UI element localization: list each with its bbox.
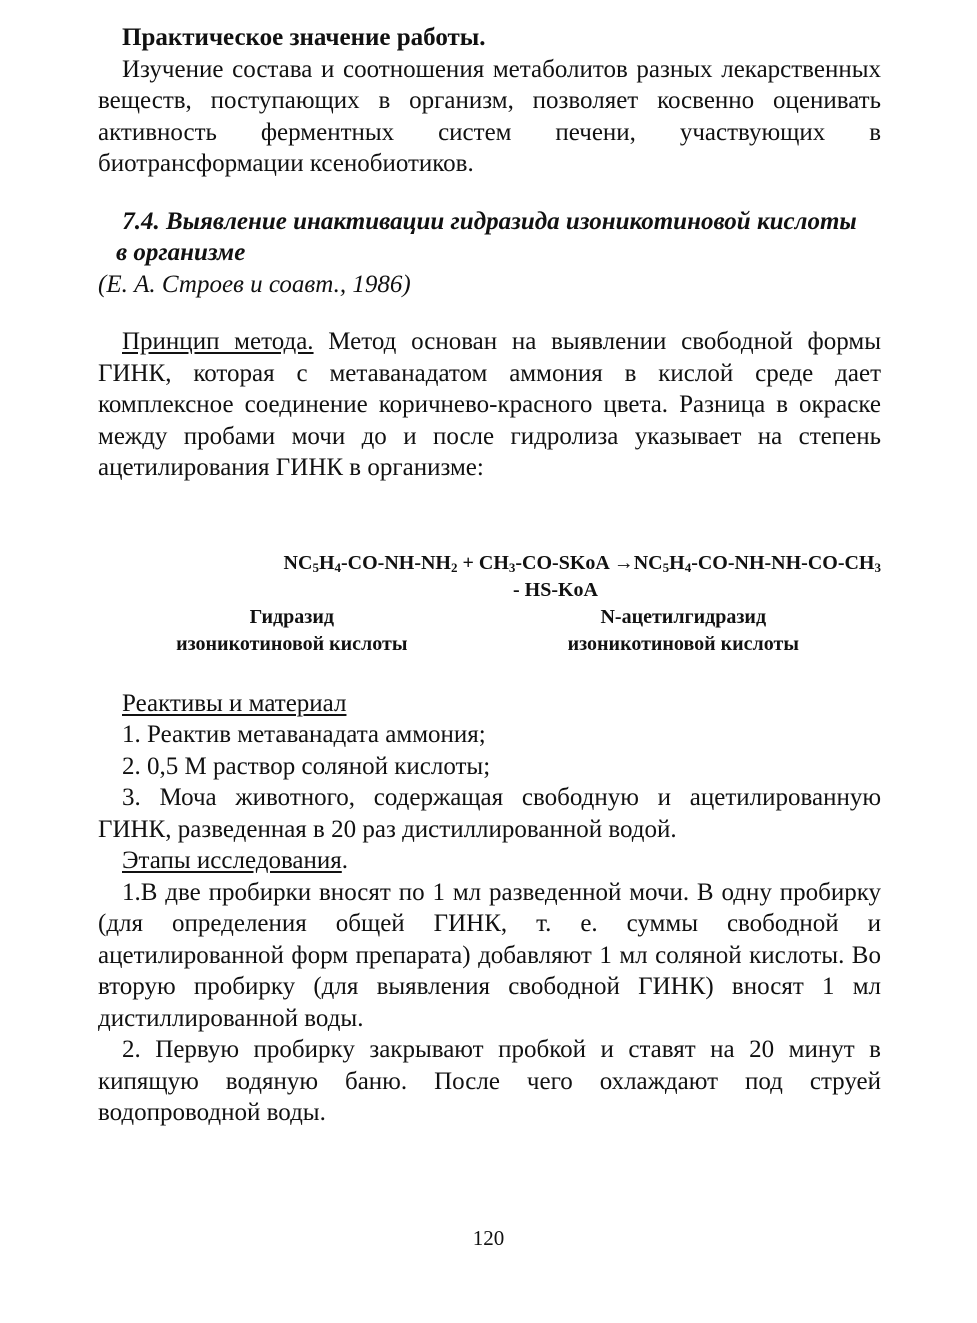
list-item: 1. Реактив метаванадата аммония; xyxy=(122,721,486,748)
stages-heading: Этапы исследования. xyxy=(122,847,349,874)
stages-list xyxy=(98,877,881,1129)
principle-text: Метод основан на выявлении свободной формы ГИНК, которая с метаванадатом аммония в кислой среде дает комплексное соединение коричнево-красного цвета. Разница в окраске между пробами мочи до и после гидролиза указывает на степень ацетилирования ГИНК в организме: xyxy=(98,328,881,481)
section-reference: (Е. А. Строев и соавт., 1986) xyxy=(98,270,411,298)
equation-labels xyxy=(98,604,881,658)
equation-line-2: - HS-KoA xyxy=(513,578,598,601)
list-item: 3. Моча животного, содержащая свободную и ацетилированную ГИНК, разведенная в 20 раз дистиллированной водой. xyxy=(98,784,881,843)
equation-line-1: $NC_5H_4-CO-NH-NH_2$ + $CH_3-CO$-SKoA $\to NC_5H_4-CO-NH-NH-CO-CH_3$ xyxy=(283,551,881,575)
label-reactant: Гидразид изоникотиновой кислоты xyxy=(176,605,408,655)
reaction-equation xyxy=(98,550,881,658)
list-item: 2. 0,5 М раствор соляной кислоты; xyxy=(122,752,491,780)
reagents-heading: Реактивы и материал xyxy=(122,689,347,717)
section-title: 7.4. Выявление инактивации гидразида изоникотиновой кислоты в организме xyxy=(116,207,857,266)
principle-paragraph xyxy=(98,326,881,484)
page-content xyxy=(98,22,881,1129)
list-item: 2. Первую пробирку закрывают пробкой и ставят на 20 минут в кипящую водяную баню. После чего охлаждают под струей водопроводной воды. xyxy=(98,1036,881,1126)
list-item: 1.В две пробирки вносят по 1 мл разведенной мочи. В одну пробирку (для определения общей ГИНК, т. е. суммы свободной и ацетилированной форм препарата) добавляют 1 мл соляной кислоты. Во вторую пробирку (для выявления свободной ГИНК) вносят 1 мл дистиллированной воды. xyxy=(98,878,881,1032)
label-product: N-ацетилгидразид изоникотиновой кислоты xyxy=(567,605,799,655)
principle-label: Принцип метода. xyxy=(122,328,314,355)
practical-text: Изучение состава и соотношения метаболитов разных лекарственных веществ, поступающих в организм, позволяет косвенно оценивать активность ферментных систем печени, участвующих в биотрансформации ксенобиотиков. xyxy=(98,55,881,177)
reagents-list xyxy=(98,719,881,845)
page-number: 120 xyxy=(472,1226,505,1250)
practical-heading: Практическое значение работы. xyxy=(122,24,486,51)
